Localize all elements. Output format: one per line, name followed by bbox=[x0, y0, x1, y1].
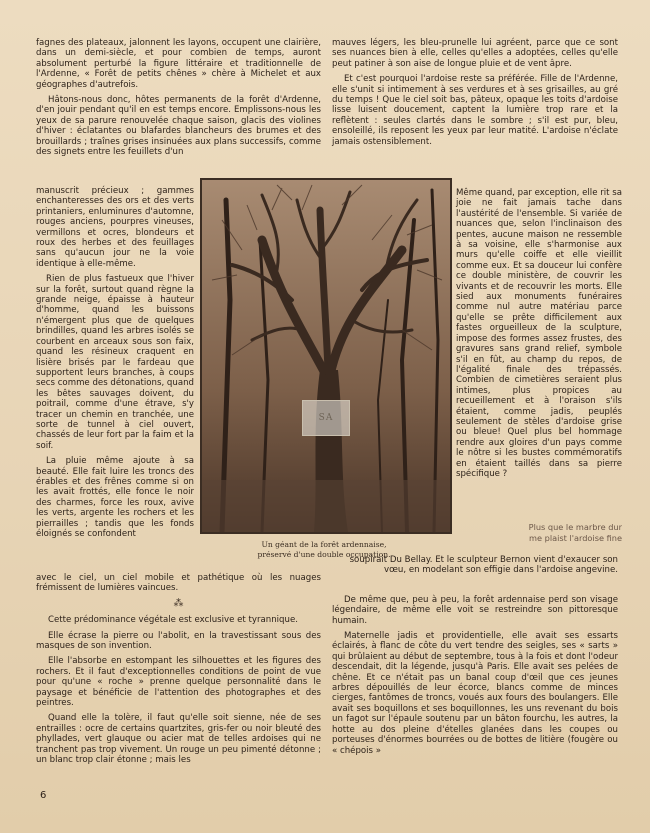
paragraph: Même quand, par exception, elle rit sa joie ne fait jamais tache dans l'austérité de l'ensemble. Si variée de nuances que, selon l'inclinaison des pentes, aucune maison ne ressemble à sa voisine, elle s'harmonise aux murs qu'elle coiffe et elle vieillit comme eux. Et sa douceur lui confère ce double ministère, de couvrir les vivants et de recouvrir les morts. Elle sied aux monuments funéraires comme nul autre matériau parce qu'elle se prête difficilement aux fastes orgueilleux de la sculpture, impose des formes assez frustes, des gravures sans grand relief, symbole s'il en fût, au champ du repos, de l'égalité finale des trépassés. Combien de cimetières seraient plus intimes, plus propices au recueillement et à l'oraison s'ils étaient, comme jadis, peuplés seulement de stèles d'ardoise grise ou bleue! Quel plus bel hommage rendre aux gloires d'un pays comme le nôtre si les bustes commémoratifs en étaient taillés dans sa pierre spécifique ? bbox=[456, 188, 622, 479]
paragraph: mauves légers, les bleu-prunelle lui agréent, parce que ce sont ses nuances bien à elle, celles qu'elles a adoptées, celles qu'elle peut patiner à son aise de longue pluie et de vent âpre. bbox=[332, 38, 618, 69]
quote-line: me plaist l'ardoise fine bbox=[529, 532, 622, 543]
right-column-wrap bbox=[456, 188, 622, 479]
paragraph: Cette prédominance végétale est exclusive et tyrannique. bbox=[48, 615, 298, 626]
forest-photo bbox=[200, 178, 452, 534]
paragraph: Hâtons-nous donc, hôtes permanents de la forêt d'Ardenne, d'en jouir pendant qu'il en est temps encore. Emplissons-nous les yeux de sa parure renouvelée chaque saison, glacis des violines d'hiver : éclatantes ou blafardes blancheurs des brumes et des brouillards ; traînes grises insinuées aux plans successifs, comme des signets entre les feuillets d'un bbox=[36, 95, 321, 158]
oak-tree-illustration bbox=[202, 180, 450, 532]
paragraph: soupirait Du Bellay. Et le sculpteur Bernon vient d'exaucer son vœu, en modelant son effigie dans l'ardoise angevine. bbox=[349, 555, 618, 576]
paragraph: Et c'est pourquoi l'ardoise reste sa préférée. Fille de l'Ardenne, elle s'unit si intimement à ses verdures et à ses grisailles, au gré du temps ! Que le ciel soit bas, pâteux, opaque les toits d'ardoise lisse luisent doucement, captent la lumière trop rare et la reflètent : seules clartés dans le sombre ; s'il est pur, bleu, ensoleillé, ils reposent les yeux par leur matité. L'ardoise n'éclate jamais ostensiblement. bbox=[332, 74, 618, 147]
paragraph: Maternelle jadis et providentielle, elle avait ses essarts éclairés, à flanc de côte du vert tendre des seigles, ses « sarts » qui brûlaient au début de septembre, tous à la fois et dont l'odeur descendait, dit la légende, jusqu'à Paris. Elle avait ses pelées de chêne. Et ce n'était pas un banal coup d'œil que ces jeunes arbres dépouillés de leur écorce, blancs comme de minces cierges, fantômes de troncs, voués aux fours des boulangers. Elle avait ses boquillons et ses boquillonnes, les uns revenant du bois un fagot sur l'épaule soutenu par un bâton fourchu, les autres, la hotte au dos pleine d'ételles glanées dans les coupes ou porteuses d'énormes bourrées ou de bottes de litière (fougère ou « chépois » bbox=[332, 631, 618, 756]
left-column-top bbox=[36, 38, 321, 162]
page-number: 6 bbox=[40, 790, 47, 801]
left-column-wrap bbox=[36, 186, 194, 539]
paragraph: fagnes des plateaux, jalonnent les layons, occupent une clairière, dans un demi-siècle, et pour combien de temps, auront absolument perturbé la figure littéraire et traditionnelle de l'Ardenne, « Forêt de petits chênes » chère à Michelet et aux géographes d'autrefois. bbox=[36, 38, 321, 90]
paragraph: Quand elle la tolère, il faut qu'elle soit sienne, née de ses entrailles : ocre de certains quartzites, gris-fer ou noir bleuté des phyllades, vert glauque ou acier mat de telles ardoises qui ne tranchent pas trop vivement. Un rouge un peu pimenté détonne ; un blanc trop clair étonne ; mais les bbox=[36, 713, 321, 766]
paragraph: Elle écrase la pierre ou l'abolit, en la travestissant sous des masques de son invention. bbox=[36, 630, 321, 652]
paragraph: De même que, peu à peu, la forêt ardennaise perd son visage légendaire, de même elle voit se restreindre son pittoresque humain. bbox=[332, 594, 618, 626]
watermark-stamp: SA bbox=[302, 400, 350, 436]
left-column-bottom bbox=[36, 573, 321, 771]
caption-line: Un géant de la forêt ardennaise, bbox=[261, 540, 387, 549]
paragraph: Rien de plus fastueux que l'hiver sur la forêt, surtout quand règne la grande neige, épaisse à hauteur d'homme, quand les buissons n'émergent plus que de quelques brindilles, quand les arbres isolés se courbent en arceaux sous son faix, quand les résineux craquent en lisière brisés par le fardeau que supportent leurs branches, à coups secs comme des détonations, quand les bêtes sauvages doivent, du poitrail, comme d'une étrave, s'y tracer un chemin en tranchée, une sorte de tunnel à ciel ouvert, chassés de leur fort par la faim et la soif. bbox=[36, 274, 194, 451]
right-column-top bbox=[332, 38, 618, 152]
paragraph: Elle l'absorbe en estompant les silhouettes et les figures des rochers. Et il faut d'exceptionnelles conditions de point de vue pour qu'une « roche » prenne quelque personnalité dans le paysage et bénéficie de l'attention des photographes et des peintres. bbox=[36, 656, 321, 709]
paragraph: manuscrit précieux ; gammes enchanteresses des ors et des verts printaniers, enluminures d'automne, rouges anciens, pourpres vineuses, vermillons et ocres, blondeurs et roux des herbes et des feuillages sans qu'aucun jour ne la voie identique à elle-même. bbox=[36, 186, 194, 269]
section-divider: ⁂ bbox=[173, 597, 184, 609]
paragraph: avec le ciel, un ciel mobile et pathétique où les nuages frémissent de lumières vaincues. bbox=[36, 573, 321, 594]
quote-line: Plus que le marbre dur bbox=[528, 522, 622, 532]
spacer bbox=[332, 581, 618, 589]
right-column-bottom bbox=[332, 555, 618, 761]
caption-line: préservé d'une double occupation. bbox=[257, 549, 391, 559]
poem-quote bbox=[470, 522, 622, 543]
paragraph: La pluie même ajoute à sa beauté. Elle fait luire les troncs des érables et des frênes comme si on les avait frottés, elle fonce le noir des charmes, force les roux, avive les verts, argente les rochers et les pierrailles ; tandis que les fonds éloignés se confondent bbox=[36, 456, 194, 539]
